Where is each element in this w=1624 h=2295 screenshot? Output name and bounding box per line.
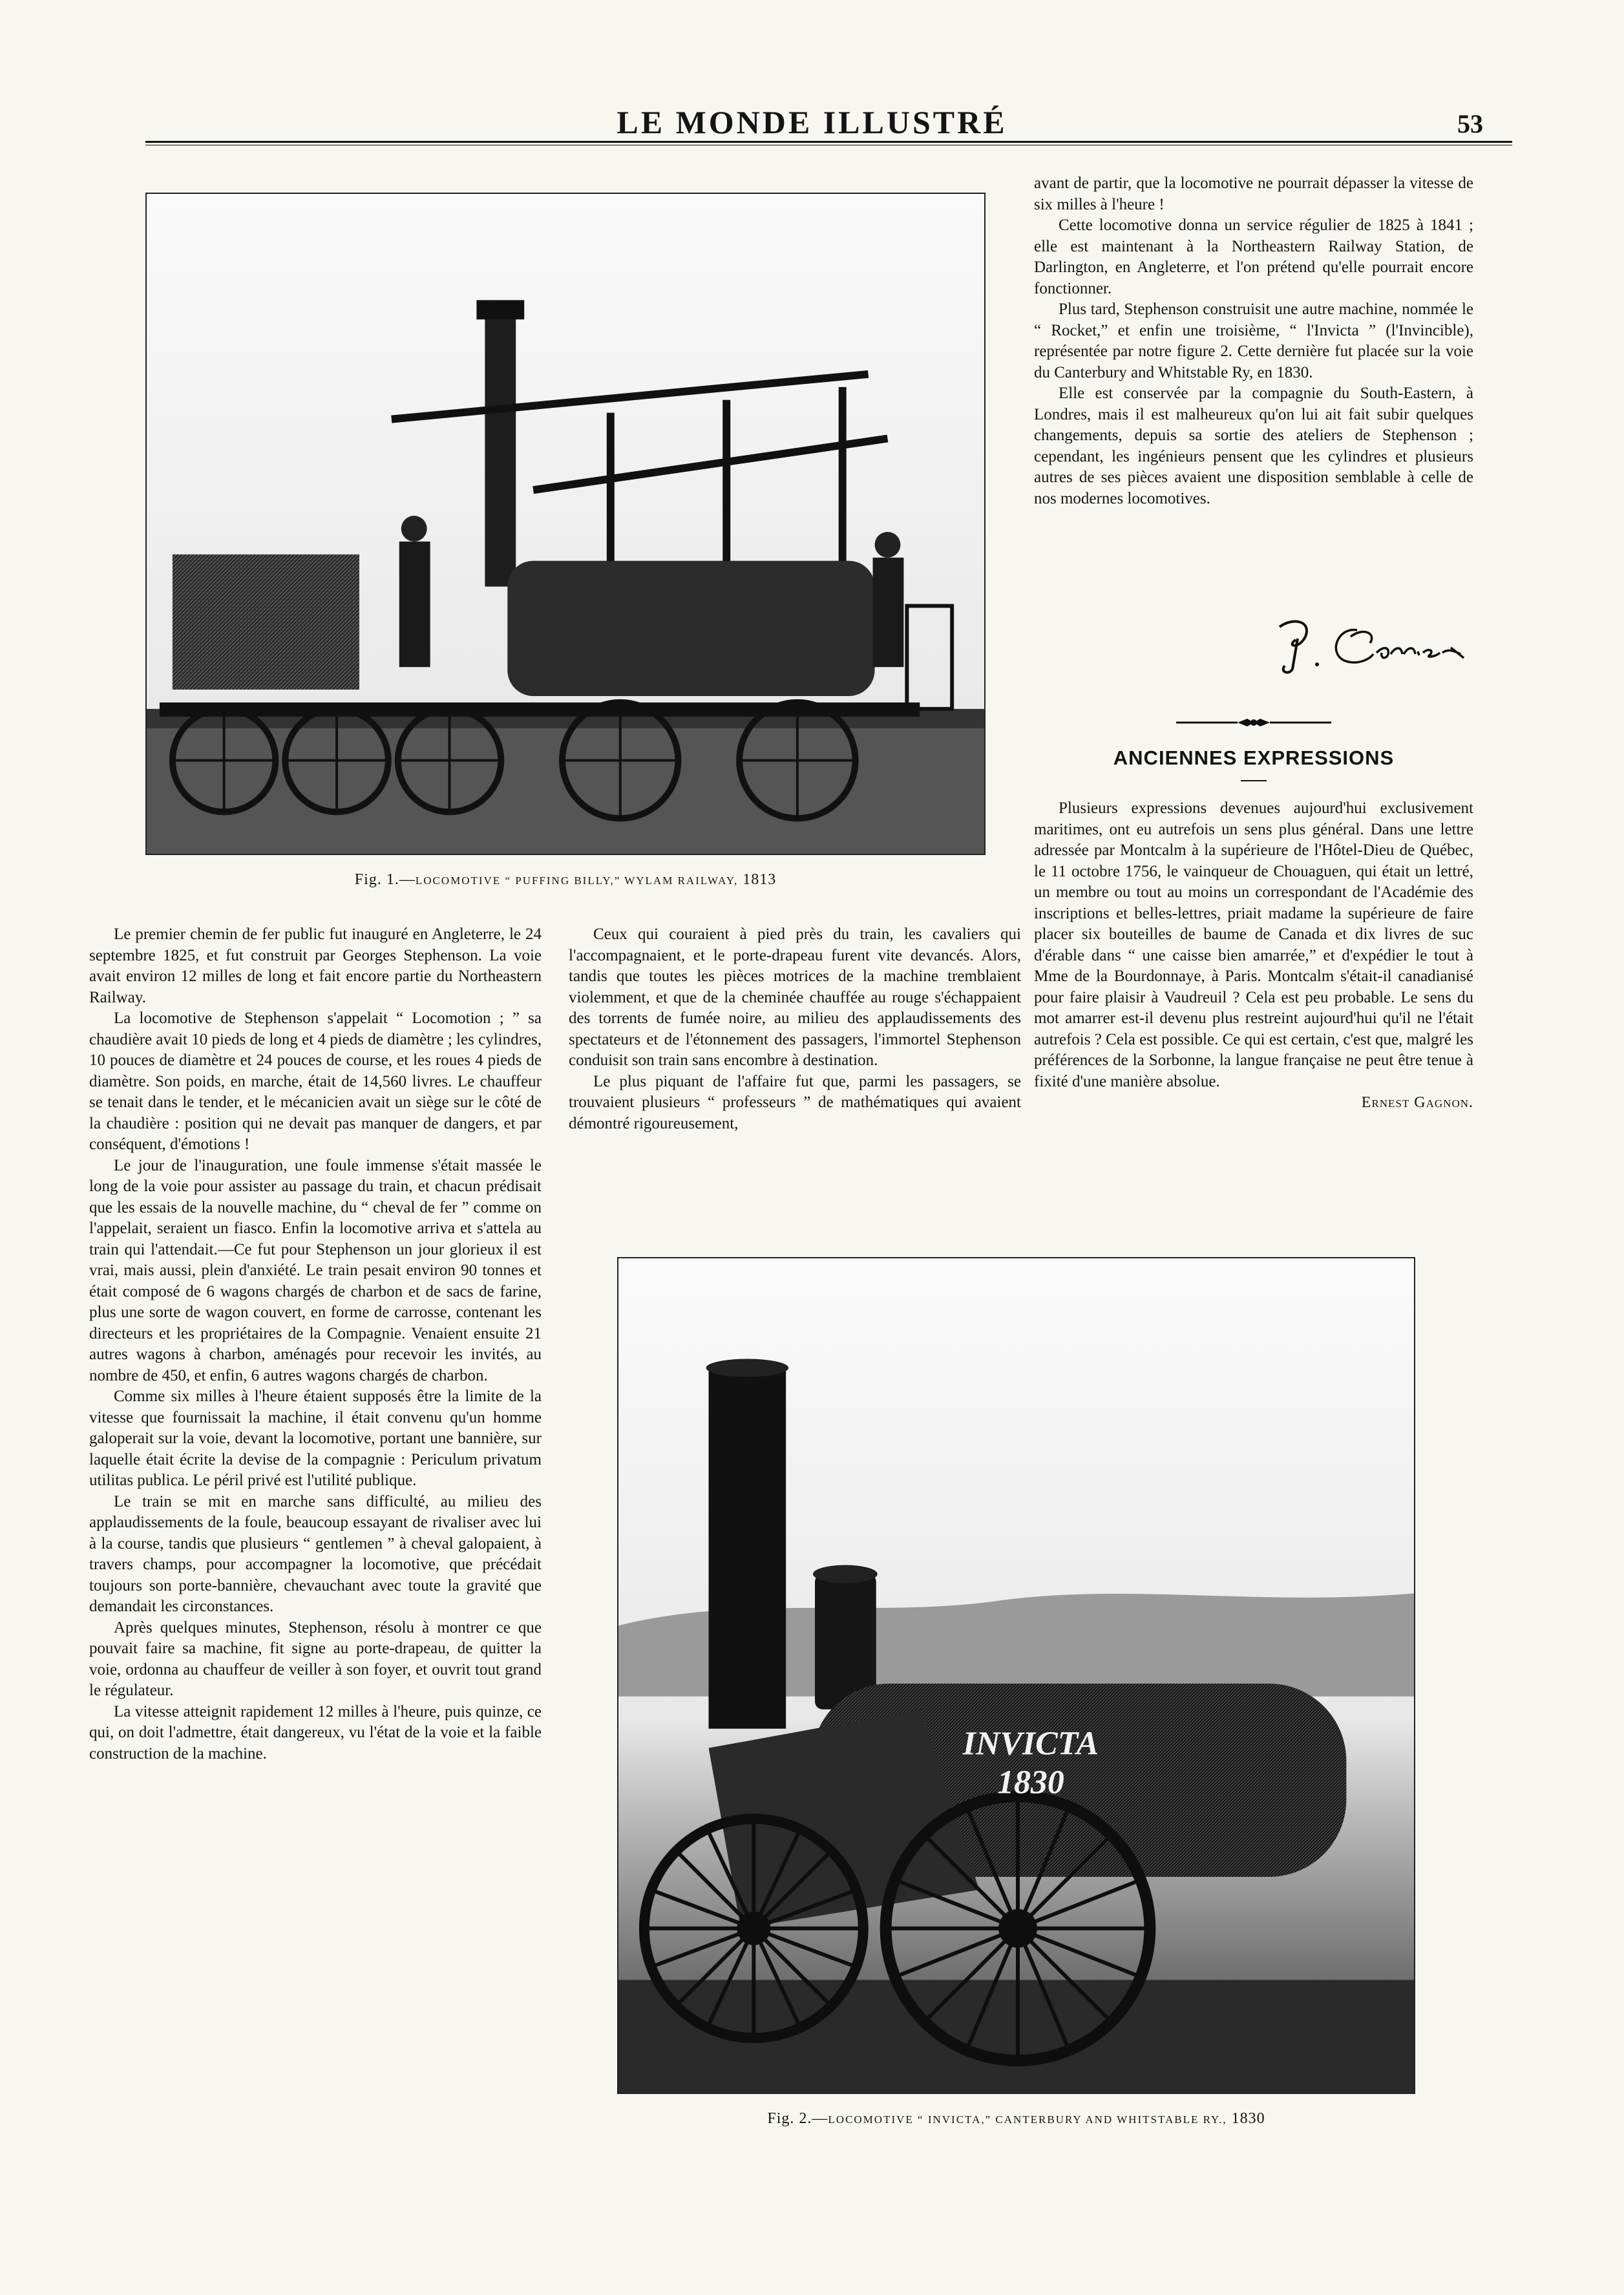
col1-paragraph: Après quelques minutes, Stephenson, résolu à montrer ce que pouvait faire sa machine, fit signe au porte-drapeau, de quitter la voie, ordonna au chauffeur de veiller à son foyer, et ouvrit tout grand le régulateur. [89,1618,542,1699]
masthead: LE MONDE ILLUSTRÉ [617,104,1007,140]
figure-2-caption-text: LOCOMOTIVE “ INVICTA,” CANTERBURY AND WHITSTABLE RY., [828,2113,1227,2126]
article-column-3 [1034,173,1473,509]
article-column-2 [569,924,1021,1134]
engine-lettering-name: INVICTA [962,1725,1099,1762]
figure-1-caption-year: 1813 [743,871,777,888]
figure-1-caption-prefix: Fig. 1. [354,871,399,888]
figure-2-caption-year: 1830 [1231,2110,1265,2127]
section-heading: ANCIENNES EXPRESSIONS [1113,746,1395,769]
col3-paragraph: Elle est conservée par la compagnie du South-Eastern, à Londres, mais il est malheureux qu'on lui ait fait subir quelques changements, depuis sa sortie des ateliers de Stephenson ; cependant, les ingénieurs pensent que les cylindres et plusieurs autres de ses pièces avaient une disposition semblable à celle de nos modernes locomotives. [1034,385,1473,507]
author-signature [1267,614,1480,679]
header-rule [145,141,1512,143]
col1-paragraph: La vitesse atteignit rapidement 12 milles à l'heure, puis quinze, ce qui, on doit l'admettre, était dangereux, vu l'état de la voie et la faible construction de la machine. [89,1702,542,1762]
col2-paragraph: Ceux qui couraient à pied près du train, les cavaliers qui l'accompagnaient, et le porte-drapeau furent vite devancés. Alors, tandis que toutes les pièces motrices de la machine tremblaient violemment, et que de la cheminée chauffée au rouge s'échappaient des torrents de fumée noire, au milieu des applaudissements des spectateurs et de l'étonnement des passagers, l'immortel Stephenson conduisit son train sans encombre à destination. [569,925,1021,1069]
col2-paragraph: Le plus piquant de l'affaire fut que, parmi les passagers, se trouvaient plusieurs “ professeurs ” de mathématiques qui avaient démontré rigoureusement, [569,1072,1021,1132]
col1-paragraph: Comme six milles à l'heure étaient supposés être la limite de la vitesse que fournissait la machine, il était convenu qu'un homme galoperait sur la voie, devant la locomotive, portant une bannière, sur laquelle était écrite la devise de la compagnie : Periculum privatum utilitas publica. Le péril privé est l'utilité publique. [89,1388,542,1489]
col3-continued-line: avant de partir, que la locomotive ne pourrait dépasser la vitesse de six milles à l'heure ! [1034,175,1473,213]
figure-1-caption-text: LOCOMOTIVE “ PUFFING BILLY,” WYLAM RAILWAY, [415,874,739,887]
figure-1-engraving [145,193,986,855]
section-2-author: Ernest Gagnon. [1361,1094,1473,1111]
invicta-illustration [618,1258,1414,2093]
col1-paragraph: Le jour de l'inauguration, une foule immense s'était massée le long de la voie pour assister au passage du train, et chacun prédisait que les essais de la nouvelle machine, du “ cheval de fer ” comme on l'appelait, seraient un fiasco. Enfin la locomotive arriva et s'attela au train qui l'attendait.—Ce fut pour Stephenson un jour glorieux il est vrai, mais aussi, plein d'anxiété. Le train pesait environ 90 tonnes et était composé de 6 wagons chargés de charbon et de sacs de farine, plus une sorte de wagon couvert, en forme de carrosse, contenant les directeurs et les propriétaires de la Compagnie. Venaient ensuite 21 autres wagons à charbon, aménagés pour recevoir les invités, au nombre de 450, et enfin, 6 autres wagons chargés de charbon. [89,1156,542,1384]
ornamental-divider [1176,716,1331,729]
section-2-body [1034,798,1473,1114]
figure-2-engraving [617,1257,1415,2094]
figure-1-caption: Fig. 1.—LOCOMOTIVE “ PUFFING BILLY,” WYLAM RAILWAY, 1813 [354,871,777,888]
engine-lettering-year: 1830 [997,1764,1064,1801]
col3-paragraph: Cette locomotive donna un service régulier de 1825 à 1841 ; elle est maintenant à la Northeastern Railway Station, de Darlington, en Angleterre, et l'on prétend qu'elle pourrait encore fonctionner. [1034,217,1473,297]
figure-2-caption: Fig. 2.—LOCOMOTIVE “ INVICTA,” CANTERBURY AND WHITSTABLE RY., 1830 [767,2110,1265,2127]
figure-2-caption-prefix: Fig. 2. [767,2110,812,2127]
heading-underline [1241,780,1267,781]
col1-paragraph: Le premier chemin de fer public fut inauguré en Angleterre, le 24 septembre 1825, et fut construit par Georges Stephenson. La voie avait environ 12 milles de long et fait encore partie du Northeastern Railway. [89,925,542,1006]
col1-paragraph: Le train se mit en marche sans difficulté, au milieu des applaudissements de la foule, beaucoup essayant de rivaliser avec lui à la course, tandis que plusieurs “ gentlemen ” à cheval galopaient, à travers champs, pour accompagner la locomotive, que précédait toujours son porte-bannière, chevauchant avec toute la gravité que demandait les circonstances. [89,1492,542,1615]
col3-paragraph: Plus tard, Stephenson construisit une autre machine, nommée le “ Rocket,” et enfin une troisième, “ l'Invicta ” (l'Invincible), représentée par notre figure 2. Cette dernière fut placée sur la voie du Canterbury and Whitstable Ry, en 1830. [1034,301,1473,381]
page-number: 53 [1457,109,1483,138]
signature-text [1267,614,1480,615]
puffing-billy-illustration [147,194,984,854]
article-column-1 [89,924,542,1764]
section-2-paragraph: Plusieurs expressions devenues aujourd'hui exclusivement maritimes, ont eu autrefois un sens plus général. Dans une lettre adressée par Montcalm à la supérieure de l'Hôtel-Dieu de Québec, le 11 octobre 1756, le vainqueur de Chouaguen, qui était un lettré, un membre ou tout au moins un correspondant de l'Académie des inscriptions et belles-lettres, priait madame la supérieure de faire placer six bouteilles de baume de Canada et dix livres de suc d'érable dans “ une caisse bien amarrée,” et d'expédier le tout à Mme de la Bourdonnaye, à Paris. Montcalm s'était-il canadianisé pour faire plaisir à Vaudreuil ? Cela est peu probable. Le sens du mot amarrer est-il devenu plus restreint aujourd'hui qu'il ne l'était autrefois ? Cela est possible. Ce qui est certain, c'est que, malgré les préférences de la Sorbonne, la langue française ne peut être tenue à fixité d'une manière absolue. [1034,799,1473,1090]
col1-paragraph: La locomotive de Stephenson s'appelait “ Locomotion ; ” sa chaudière avait 10 pieds de long et 4 pieds de diamètre ; les cylindres, 10 pouces de diamètre et 24 pouces de course, et les roues 4 pieds de diamètre. Son poids, en marche, était de 14,560 livres. Le chauffeur se tenait dans le tender, et le mécanicien avait un siège sur le côté de la chaudière : position qui ne devait pas manquer de dangers, et par conséquent, d'émotions ! [89,1010,542,1153]
